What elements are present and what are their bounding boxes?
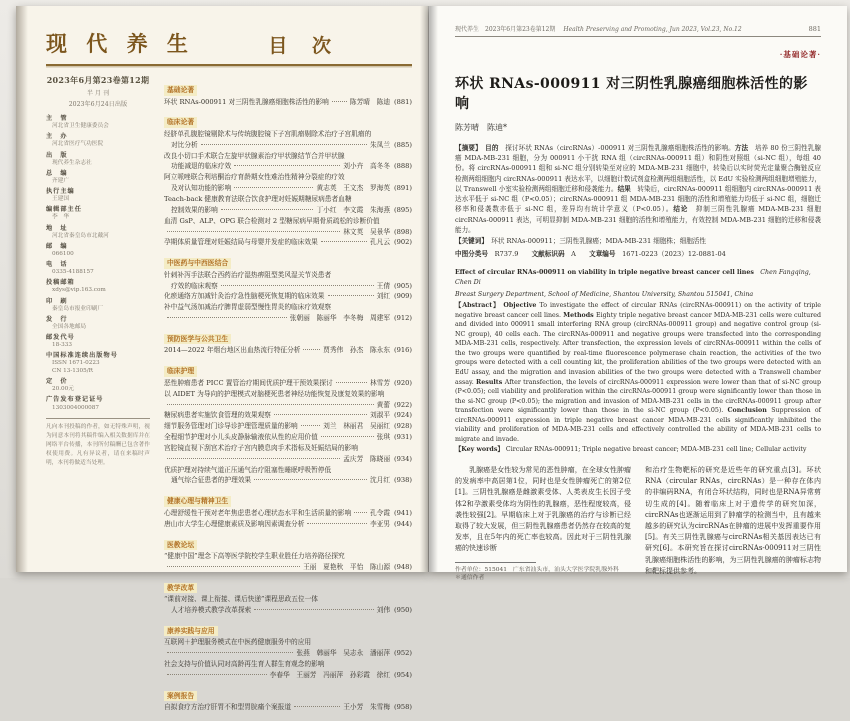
toc-entry-authors: 王小芳 朱雪梅: [343, 703, 391, 712]
text-segment: 环状 RNAs-000911；三阴性乳腺癌；MDA-MB-231 细胞株；细胞活性: [491, 236, 706, 245]
toc-section-heading: 临床论著: [164, 117, 197, 128]
toc-page-inner: [16, 6, 428, 721]
masthead-label: 地 址: [46, 224, 68, 232]
toc-entry-line: [164, 227, 412, 238]
toc-entry-title: 社会支持与价值认同对高龄再生育人群生育观念的影响: [164, 660, 325, 669]
toc-leader: [254, 609, 373, 610]
toc-entry-authors: 林文英 吴景华: [343, 227, 391, 236]
toc-entry-authors: 刘小卉 高冬冬: [343, 162, 391, 171]
masthead-item: [46, 206, 150, 222]
toc-title: 目 次: [268, 35, 340, 57]
toc-entry-authors: 王倩: [376, 281, 391, 290]
page-number: 881: [808, 25, 821, 33]
text-segment: Conclusion: [727, 407, 772, 415]
toc-entry-title: 环状 RNAs-000911 对三阴性乳腺癌细胞株活性的影响: [164, 97, 329, 106]
toc-section-heading: 中医药与中西医结合: [164, 258, 231, 269]
header-rule: [46, 64, 412, 66]
toc-leader: [254, 479, 367, 480]
footnote-rule: [455, 562, 536, 563]
masthead-label: 邮发代号: [46, 334, 75, 341]
toc-entry-line: [164, 129, 412, 140]
toc-entry-line: [164, 702, 412, 713]
toc-entry-line: [164, 400, 412, 411]
masthead-value: 0335-4188157: [52, 269, 94, 276]
toc-entry-line: [164, 443, 412, 454]
masthead-label: 发 行: [46, 315, 68, 323]
toc-entry-authors: 李春华 王丽芳 冯丽萍 孙彩霞 徐红: [269, 671, 391, 679]
masthead-value: 河北省医疗气功医院: [52, 141, 104, 148]
text-segment: To investigate the effect of circular RNAs (circRNAs-000911) on the activity of triple negative breast cancer cell lines.: [455, 302, 822, 319]
toc-entry-title: “课前对接、课上衔接、课后快递”课程思政五位一体: [164, 595, 318, 604]
toc-entry-line: [164, 291, 412, 302]
toc-section: [164, 488, 412, 529]
masthead-value: 齐建广: [52, 177, 70, 184]
masthead-label: 主 办: [46, 133, 68, 141]
text-segment: R737.9: [494, 250, 532, 259]
toc-section: [164, 326, 412, 356]
toc-entry-title: 互联网＋护理服务模式在中医药健康服务中的应用: [164, 638, 312, 647]
toc-entry-authors: 丁小红 李文霞 朱海燕: [316, 205, 391, 214]
text-segment: Suppression of circRNAs-000911 expression in triple negative breast cancer MDA-MB-231 cells significantly inhibited the viability and proliferation of MDA-MB-231 cells and effectively controlled the ability of MDA-MB-231 cells to migrate and invade.: [455, 407, 821, 443]
text-segment: 【关键词】: [455, 236, 492, 245]
toc-entry-page: (916): [394, 346, 412, 355]
abstract-cn: [455, 143, 821, 235]
masthead-item: [46, 261, 150, 277]
toc-entry-line: [164, 194, 412, 205]
toc-entry-line: [164, 183, 412, 194]
toc-entry-page: (905): [394, 281, 412, 290]
text-segment: 结果: [617, 184, 638, 193]
masthead-item: [46, 133, 150, 149]
toc-leader: [332, 101, 347, 102]
masthead-item: [46, 378, 150, 394]
toc-entry-title: 化瘀通络方加减针灸治疗急性脑梗死恢复期的临床效果: [164, 292, 325, 301]
toc-entry-page: (922): [394, 400, 412, 409]
text-segment: Eighty triple negative breast cancer MDA-MB-231 cells were cultured and divided into 000911 small interfering RNA group (circRNAs-000911 group) and negative control group (si-NC group), 40 cells each. The circRNAs-000911 and negative groups were transfected into the corresponding MDA-MB-231 cells, respectively. After transfection, the expression levels of circRNAs-000911 within the cells of the two groups were quantified by real-time fluorescence polymerase chain reaction, the activities of the two groups were detected with a cell counting kit, the proliferation abilities of the two groups were detected with an EdU assay, and the migration and invasion abilities of the two groups were detected with a Transwell chamber assay.: [455, 311, 821, 386]
toc-entry-title-cont: 功能减退的临床疗效: [171, 162, 232, 171]
text-segment: 文章编号: [589, 250, 623, 259]
masthead-label: 总 编: [46, 169, 68, 177]
toc-entry-authors: 黄志英 王文杰 罗海英: [316, 184, 391, 193]
toc-entry-title: 细节服务管理对门诊导诊护理管理质量的影响: [164, 422, 298, 431]
toc-leader: [354, 512, 367, 513]
toc-entry-line: [164, 140, 412, 151]
column-tag: ·基础论著·: [779, 50, 821, 59]
toc-entry-authors: 刘淑平: [369, 411, 391, 420]
toc-entry-authors: 沈月红: [369, 476, 391, 485]
toc-section: [164, 77, 412, 107]
toc-entry-title-cont: 疗效的临床观察: [171, 281, 218, 290]
masthead-value: 1303004000087: [52, 404, 100, 411]
toc-leader: [307, 523, 367, 524]
toc-leader: [234, 187, 313, 188]
toc-entry-authors: 孔凡云: [369, 238, 391, 247]
masthead-value: 秦皇岛市报业印刷厂: [52, 305, 104, 312]
toc-entry-page: (941): [394, 508, 412, 517]
text-segment: Methods: [563, 311, 596, 319]
abstract-en: [455, 301, 821, 444]
toc-entry-line: [164, 594, 412, 605]
toc-entry-title: 血清 GsP、ALP、OPG 联合检测对 2 型糖尿病早期骨质疏松的诊断价值: [164, 216, 380, 225]
toc-section: [164, 618, 412, 681]
toc-leader: [328, 295, 374, 296]
toc-entry-title: 糖尿病患者实施饮食管理的效果观察: [164, 411, 271, 420]
text-segment: 【Key words】: [455, 445, 506, 453]
toc-entry-page: (912): [394, 314, 412, 323]
masthead-value: 现代养生杂志社: [52, 159, 92, 166]
text-segment: Effect of circular RNAs-000911 on viability in triple negative breast cancer cell lines: [455, 269, 761, 277]
toc-entry-page: (952): [394, 649, 412, 658]
toc-leader: [321, 436, 374, 437]
toc-entry-title: 改良小切口手术联合左旋甲状腺素治疗甲状腺结节合并甲状腺: [164, 151, 345, 160]
toc-entry-line: [164, 205, 412, 216]
text-segment: 1671-0223（2023）12-0881-04: [622, 250, 726, 259]
text-segment: Results: [476, 378, 505, 386]
toc-entry-line: [164, 551, 412, 562]
masthead-item: [46, 396, 150, 412]
text-segment: Circular RNAs-000911; Triple negative breast cancer; MDA-MB-231 cell line; Cellular activity: [505, 445, 807, 453]
toc-section: [164, 683, 412, 713]
masthead-item: [46, 334, 150, 350]
abstract-en-block: [455, 268, 821, 454]
toc-entry-title: 2014—2022 年烟台地区出血热流行特征分析: [164, 346, 301, 355]
masthead-column: [46, 75, 155, 713]
toc-entry-line: [164, 281, 412, 292]
toc-entry-page: (888): [394, 162, 412, 171]
text-segment: 【Abstract】: [455, 302, 504, 310]
keywords-en: [455, 445, 821, 455]
article-page: [429, 6, 847, 582]
masthead-label: 中国标准连续出版物号: [46, 352, 118, 360]
toc-entry-title: 针刺补泻手法联合西药治疗湿热痹阻型类风湿关节炎患者: [164, 270, 332, 279]
masthead-label: 邮 编: [46, 242, 68, 250]
toc-entry-authors: 朱凤兰: [369, 140, 391, 149]
toc-entry-line: [164, 637, 412, 648]
toc-entry-title-cont: 控制效果的影响: [171, 205, 218, 214]
toc-leader: [201, 144, 367, 145]
toc-entry-title: 自拟食疗方治疗肝胃不和型胃脘痛个案报道: [164, 703, 292, 712]
toc-section-heading: 康养实践与应用: [164, 626, 218, 637]
toc-entry-line: [164, 670, 412, 681]
toc-page: [16, 6, 428, 712]
intro-columns: [455, 465, 821, 583]
toc-entry-line: [164, 97, 412, 108]
toc-entry-title: 补中益气汤加减治疗脾胃虚弱型慢性胃炎的临床疗效观察: [164, 303, 332, 312]
toc-entry-line: [164, 519, 412, 530]
toc-entry-line: [164, 151, 412, 162]
masthead-value: 20.00元: [52, 386, 74, 393]
toc-entry-page: (885): [394, 140, 412, 149]
toc-entry-authors: 李亚男: [369, 519, 391, 528]
toc-entry-title: “健康中国”理念下高等医学院校学生职业胜任力培养路径探究: [164, 552, 345, 561]
toc-entry-authors: 张琪: [376, 433, 391, 442]
toc-entry-line: [164, 313, 412, 324]
toc-entry-title: 以 AIDET 为导向的护理模式对脑梗死患者神经功能恢复及康复效果的影响: [164, 389, 385, 398]
toc-body: [46, 75, 412, 713]
toc-entry-title: 孕期体质量管理对妊娠结局与母婴并发症的临床效果: [164, 238, 318, 247]
toc-leader: [303, 349, 320, 350]
text-segment: 文献标识码: [531, 250, 572, 259]
article-page-inner: [429, 6, 847, 593]
masthead-item: [46, 170, 150, 186]
toc-entry-line: [164, 648, 412, 659]
masthead-label: 广告发布登记证号: [46, 396, 104, 404]
toc-entry-line: [164, 172, 412, 183]
text-segment: 方法: [734, 144, 755, 152]
toc-section-heading: 临床护理: [164, 366, 197, 377]
masthead-item: [46, 243, 150, 259]
toc-entry-page: (958): [394, 703, 412, 712]
running-header-en: Health Preserving and Promoting, Jun 2023, Vol.23, No.12: [563, 26, 742, 33]
toc-section-heading: 基础论著: [164, 85, 197, 96]
running-header: [455, 24, 821, 37]
masthead-label: 投稿邮箱: [46, 279, 75, 287]
toc-entry-title: 优质护理对持续气道正压通气治疗阻塞性睡眠呼吸暂停低: [164, 465, 332, 474]
text-segment: 探讨环状 RNAs（circRNAs）-000911 对三阴性乳腺癌细胞株活性的影响。: [505, 144, 735, 152]
text-segment: 目的: [485, 144, 506, 152]
toc-entry-authors: 刘兰 林丽君 吴丽红: [323, 422, 391, 431]
toc-entry-page: (950): [394, 606, 412, 615]
toc-entry-authors: 孟庆芳 陈晓丽: [343, 454, 391, 463]
toc-entry-line: [164, 454, 412, 465]
toc-entry-line: [164, 508, 412, 519]
article-authors: 陈芳晴 陈迪*: [455, 123, 507, 132]
toc-entry-page: (881): [394, 97, 412, 106]
text-segment: 结论: [673, 205, 696, 214]
toc-entry-line: [164, 432, 412, 443]
text-segment: After transfection, the levels of circRNAs-000911 expression were lower than that of si-NC group (P<0.05); cell viability and proliferation within the circRNAs-000911 group were significantly lower than those in the si-NC group (P<0.05); the migration and invasion of MDA-MB-231 cells in the circRNAs-000911 group after transfection were significantly lower than those in the si-NC group (P<0.05).: [455, 378, 822, 415]
toc-entry-authors: 贾秀伟 孙杰 陈永东: [323, 346, 391, 355]
toc-entry-title: 唐山市大学生心理健康素质及影响因素调查分析: [164, 519, 305, 528]
text-segment: Chen Fangqing, Chen Di: [455, 269, 811, 286]
toc-entry-authors: 刘伟: [376, 606, 391, 615]
toc-entry-page: (928): [394, 422, 412, 431]
toc-entry-title: Teach-back 健康教育法联合饮食护理对妊娠期糖尿病患者血糖: [164, 194, 352, 203]
toc-section-heading: 预防医学与公共卫生: [164, 334, 231, 345]
masthead-item: [46, 316, 150, 332]
toc-entry-page: (898): [394, 227, 412, 236]
toc-entry-line: [164, 216, 412, 227]
toc-leader: [221, 209, 314, 210]
toc-leader: [294, 706, 340, 707]
toc-leader: [167, 674, 267, 675]
toc-header: [46, 28, 412, 58]
toc-entry-title-cont: 及对认知功能的影响: [171, 184, 232, 193]
toc-entry-page: (891): [394, 184, 412, 193]
text-segment: 抑制三阴性乳腺癌 MDA-MB-231 细胞 circRNAs-000911 表达，可明显抑制 MDA-MB-231 细胞的活性和增殖能力，有效控制 MDA-MB-231 细胞的迁移和侵袭能力。: [455, 205, 821, 234]
toc-entry-authors: 张朝丽 陈丽华 李冬梅 周建军: [289, 314, 391, 323]
masthead-value: 河北省卫生健康委员会: [52, 123, 109, 130]
masthead-list: [46, 115, 150, 412]
toc-leader: [167, 231, 340, 232]
footnote-corresponding: ＊通信作者: [455, 575, 485, 582]
toc-section: [164, 250, 412, 324]
toc-section: [164, 358, 412, 486]
text-segment: Objective: [503, 302, 540, 310]
toc-entry-line: [164, 475, 412, 486]
en-affiliation: Breast Surgery Department, School of Medicine, Shantou University, Shantou 515041, China: [455, 290, 754, 298]
toc-entry-authors: 陈芳晴 陈迪: [349, 97, 391, 106]
masthead-label: 印 刷: [46, 297, 68, 305]
toc-entry-authors: 林雪芳: [369, 378, 391, 387]
footnote-affiliation: 作者单位：515041 广东省汕头市，汕头大学医学院乳腺外科: [455, 566, 619, 573]
toc-entry-page: (920): [394, 378, 412, 387]
toc-entry-title: 经脐单孔腹腔镜剔除术与传统腹腔镜下子宫肌瘤剔除术治疗子宫肌瘤的: [164, 129, 372, 138]
masthead-item: [46, 152, 150, 168]
masthead-value: 李 华: [52, 214, 70, 221]
text-segment: 转染后，circRNAs-000911 组细胞内 circRNAs-000911 表达水平低于 si-NC 组（P<0.05）；circRNAs-000911 组 MDA-MB-231 细胞的活性和增殖能力均低于 si-NC 组，细胞迁移率和侵袭数亦低于 si-NC 组，差异均有统计学意义（P<0.05）。: [455, 184, 822, 214]
en-title: [455, 268, 821, 287]
author-footnote: [455, 562, 631, 584]
masthead-item: [46, 279, 150, 295]
toc-entry-title: 恶性肿瘤患者 PICC 置管治疗期间优质护理干预效果探讨: [164, 378, 333, 387]
intro-column-left: [455, 465, 631, 583]
toc-leader: [167, 404, 374, 405]
journal-title: 现 代 养 生: [46, 31, 194, 56]
toc-leader: [301, 425, 320, 426]
masthead-item: [46, 188, 150, 204]
masthead-value: 王建国: [52, 196, 70, 203]
masthead-label: 电 话: [46, 261, 68, 268]
masthead-value: xdys@vip.163.com: [52, 287, 106, 294]
toc-entry-line: [164, 562, 412, 573]
toc-entry-line: [164, 345, 412, 356]
issue-publish-date: 2023年6月24日出版: [68, 101, 128, 108]
toc-leader: [274, 414, 367, 415]
toc-entry-page: (895): [394, 205, 412, 214]
text-segment: 【摘要】: [455, 144, 486, 152]
toc-leader: [234, 165, 340, 166]
toc-entry-line: [164, 270, 412, 281]
toc-entry-line: [164, 465, 412, 476]
toc-section-heading: 健康心理与精神卫生: [164, 496, 231, 507]
toc-entry-line: [164, 378, 412, 389]
toc-section: [164, 532, 412, 573]
masthead-label: 执行主编: [46, 188, 75, 195]
toc-leader: [321, 241, 367, 242]
toc-entry-line: [164, 421, 412, 432]
masthead-value: 河北省秦皇岛市北戴河: [52, 232, 109, 239]
toc-entry-page: (948): [394, 562, 412, 571]
toc-section-heading: 案例报告: [164, 691, 197, 702]
toc-entry-title: 宫腔镜直视下刮宫术治疗子宫内膜息肉手术指标及妊娠结局的影响: [164, 443, 358, 452]
toc-leader: [167, 566, 300, 567]
masthead-value: 全国各地邮局: [52, 323, 87, 330]
masthead-item: [46, 352, 150, 375]
toc-section-heading: 教学改革: [164, 583, 197, 594]
masthead-value: 18-333: [52, 342, 73, 349]
running-header-cn: 现代养生 2023年6月第23卷第12期: [455, 26, 556, 33]
masthead-item: [46, 225, 150, 241]
toc-entry-title-cont: 对比分析: [171, 140, 198, 149]
toc-leader: [167, 458, 340, 459]
toc-leader: [167, 317, 287, 318]
toc-entry-title: 全程细节护理对小儿头皮静脉输液依从性的应用价值: [164, 433, 318, 442]
toc-entry-page: (924): [394, 411, 412, 420]
toc-entry-title-cont: 人才培养模式教学改革探索: [171, 606, 252, 615]
toc-section: [164, 575, 412, 616]
masthead-item: [46, 115, 150, 131]
toc-entry-authors: 张燕 韩丽华 吴志永 潘丽萍: [296, 649, 391, 658]
toc-entry-page: (902): [394, 238, 412, 247]
toc-entry-title-cont: 通气综合征患者的护理效果: [171, 476, 252, 485]
toc-sections: [155, 75, 412, 713]
toc-entry-authors: 孔令霞: [369, 508, 391, 517]
toc-entry-line: [164, 237, 412, 248]
keywords-cn: [455, 236, 821, 246]
toc-entry-page: (909): [394, 292, 412, 301]
text-segment: 培养 80 份三阴性乳腺癌 MDA-MB-231 细胞，分为 000911 小干扰 RNA 组（circRNAs-000911 组）和阴性对照组（si-NC 组），每组 40 份。将 circRNAs-000911 组和 si-NC 组分别转染至对应的 MDA-MB-231 细胞中，转染后以实时荧光定量聚合酶链反应检测两组细胞内 circRNAs-000911 表达水平，以细胞计数试剂盒检测两组细胞活性，以 EdU 实验检测两组细胞增殖能力，以 Transwell 小室实验检测两组细胞迁移和侵袭能力。: [455, 144, 822, 193]
toc-entry-title: 心理舒缓性干预对老年焦虑患者心理状态水平和生活质量的影响: [164, 508, 352, 517]
toc-section: [164, 109, 412, 248]
intro-text-right: 和治疗生物靶标的研究是近些年的研究重点[3]。环状RNA（circular RNAs，circRNAs）是一种存在体内的非编码RNA，有闭合环状结构，同时也是RNA异常剪切生成的[4]。随着临床上对于遗传学的研究加深，circRNAs也逐渐运用到了肿瘤学的检测当中，且有越来越多的研究认为circRNAs在肿瘤的进展中发挥重要作用[5]。有关三阴性乳腺癌与circRNAs相关基因表达已有研究[6]。本研究旨在探讨circRNAs-000911对三阴性乳腺癌细胞株活性的影响，为三阴性乳腺癌的肿瘤标志物和靶标提供参考。: [645, 466, 821, 575]
toc-leader: [336, 382, 367, 383]
toc-entry-page: (944): [394, 519, 412, 528]
toc-entry-line: [164, 161, 412, 172]
toc-entry-line: [164, 389, 412, 400]
copyright-notice: 凡向本刊投稿的作者，如无特殊声明，视为同意本刊将其稿件编入相关数据库并在网络平台传播，本刊所付稿酬已包含著作权使用费。凡有异议者，请在来稿时声明，本刊将做适当处理。: [46, 418, 150, 467]
intro-column-right: [645, 465, 821, 583]
issue-frequency: 半 月 刊: [86, 90, 110, 97]
toc-entry-page: (931): [394, 433, 412, 442]
toc-section-heading: 医教论坛: [164, 540, 197, 551]
toc-entry-authors: 刘红: [376, 292, 391, 301]
toc-leader: [167, 652, 293, 653]
toc-entry-line: [164, 605, 412, 616]
masthead-label: 编辑部主任: [46, 206, 82, 214]
text-segment: 中图分类号: [455, 250, 495, 259]
toc-entry-line: [164, 410, 412, 421]
toc-entry-authors: 黄蕾: [376, 400, 391, 409]
masthead-label: 主 管: [46, 115, 68, 122]
toc-entry-page: (954): [394, 671, 412, 679]
clc-line: [455, 249, 821, 259]
toc-leader: [221, 285, 374, 286]
masthead-value: ISSN 1671-0223 CN 13-1305/R: [52, 360, 100, 374]
toc-entry-page: (938): [394, 476, 412, 485]
toc-entry-authors: 王丽 夏艳秋 平怡 陈山源: [303, 562, 391, 571]
intro-text-left: 乳腺癌是女性较为常见的恶性肿瘤，在全球女性肿瘤的发病率中高居第1位，同时也是女性肿瘤死亡的第2位[1]。三阴性乳腺癌是雌激素受体、人类表皮生长因子受体2和孕激素受体均为阴性的乳腺癌，恶性程度较高，侵袭性较强[2]。早期临床上对于乳腺癌的治疗与诊断已经取得了较大发展，但三阴性乳腺癌患者仍然存在较高的复发率，且在5年内的死亡率也较高。因此对于三阴性乳腺癌的快速诊断: [455, 466, 631, 553]
masthead-label: 定 价: [46, 378, 68, 386]
toc-entry-page: (934): [394, 454, 412, 463]
toc-entry-line: [164, 659, 412, 670]
masthead-item: [46, 298, 150, 314]
page-edge-shade: [16, 6, 28, 572]
masthead-label: 出 版: [46, 151, 68, 159]
toc-entry-line: [164, 302, 412, 313]
masthead-value: 066100: [52, 250, 74, 257]
toc-entry-title: 阿立哌唑联合利培酮治疗育龄期女性难治性精神分裂症的疗效: [164, 173, 345, 182]
issue-line: 2023年6月第23卷第12期: [46, 75, 150, 85]
article-title: 环状 RNAs-000911 对三阴性乳腺癌细胞株活性的影响: [455, 76, 808, 112]
text-segment: A: [571, 250, 590, 259]
